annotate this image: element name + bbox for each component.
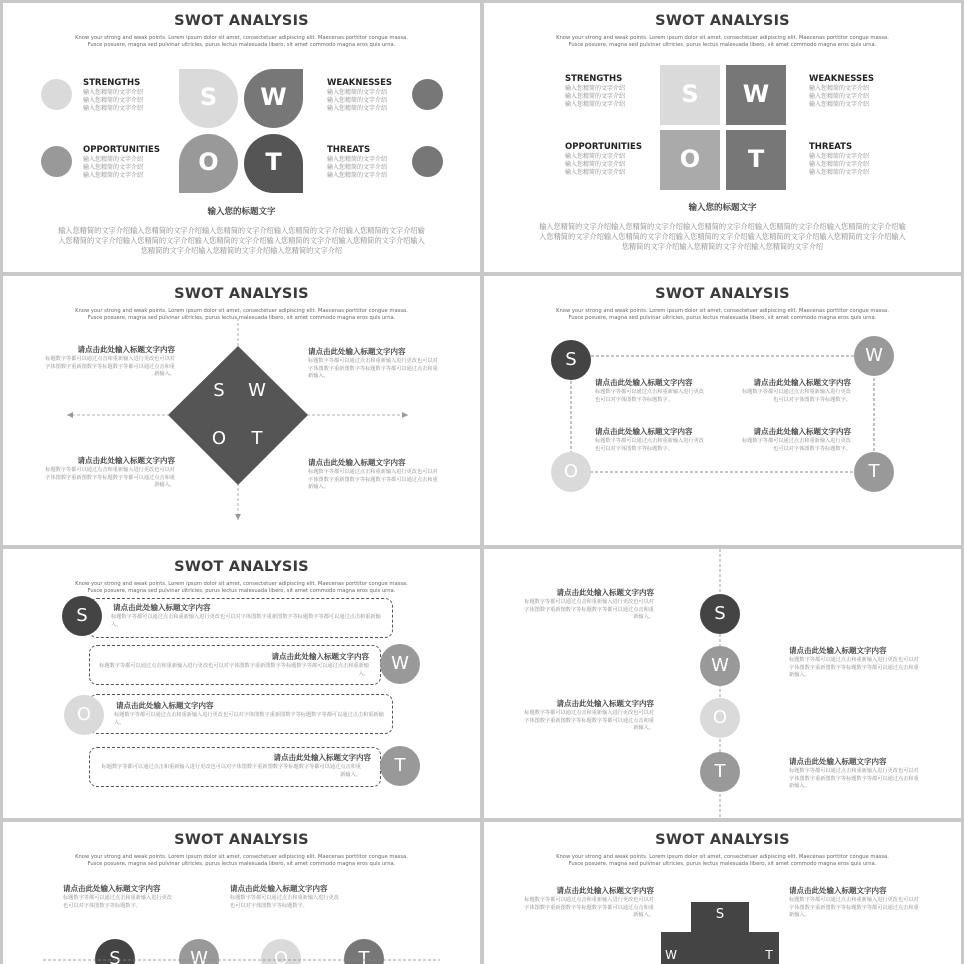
slide-8[interactable] <box>484 822 961 964</box>
strengths-label: STRENGTHS <box>83 78 141 88</box>
item-heading: 请点击此处输入标题文字内容 <box>308 347 406 356</box>
slide-7[interactable] <box>3 822 480 964</box>
item-body: 标题数字等都可以通过点击和重新输入进行更改也可以对字体图数字等标题数字。 <box>742 438 851 452</box>
t-letter: T <box>251 428 263 449</box>
o-letter: O <box>211 428 227 449</box>
center-heading: 输入您的标题文字 <box>688 203 757 213</box>
item-heading: 请点击此处输入标题文字内容 <box>113 603 211 612</box>
center-body: 输入您精简的文字介绍输入您精简的文字介绍输入您精简的文字介绍输入您精简的文字介绍输入您精简的文字介绍输入您精简的文字介绍输入您精简的文字介绍输入您精简的文字介绍输入您精简的文字介绍输入您精简的文字介绍输入您精简的文字介绍输入您精简的文字介绍输入您精简的文字介绍 <box>539 222 906 251</box>
item-heading: 请点击此处输入标题文字内容 <box>116 701 214 710</box>
slide-6[interactable] <box>484 549 961 818</box>
item-heading: 请点击此处输入标题文字内容 <box>753 427 851 436</box>
threats-dot <box>412 146 443 177</box>
t-circle: T <box>344 939 384 964</box>
item-heading: 请点击此处输入标题文字内容 <box>556 588 654 597</box>
threats-label: THREATS <box>809 142 853 152</box>
strengths-dot <box>41 79 72 110</box>
baseline <box>3 822 480 964</box>
slide-subtitle: Know your strong and weak points. Lorem ipsum dolor sit amet, consectetuer adipiscing elit. Maecenas porttitor congue massa. Fusce posuere, magna sed pulvinar ultricies, purus lectus malesuada libero, sit amet commodo magna eros quis urna. <box>75 308 408 321</box>
slide-5[interactable] <box>3 549 480 818</box>
strengths-text: 输入您精简的文字介绍 输入您精简的文字介绍 输入您精简的文字介绍 <box>565 85 626 108</box>
w-step: W T <box>661 932 779 964</box>
item-heading: 请点击此处输入标题文字内容 <box>595 378 693 387</box>
item-heading: 请点击此处输入标题文字内容 <box>63 884 161 893</box>
item-heading: 请点击此处输入标题文字内容 <box>753 378 851 387</box>
threats-text: 输入您精简的文字介绍 输入您精简的文字介绍 输入您精简的文字介绍 <box>327 156 388 179</box>
threats-label: THREATS <box>327 145 371 155</box>
item-heading: 请点击此处输入标题文字内容 <box>271 652 369 661</box>
item-heading: 请点击此处输入标题文字内容 <box>230 884 328 893</box>
slide-title: SWOT ANALYSIS <box>174 832 309 848</box>
w-letter: W <box>248 380 266 401</box>
weaknesses-text: 输入您精简的文字介绍 输入您精简的文字介绍 输入您精简的文字介绍 <box>809 85 870 108</box>
item-heading: 请点击此处输入标题文字内容 <box>273 753 371 762</box>
strengths-text: 输入您精简的文字介绍 输入您精简的文字介绍 输入您精简的文字介绍 <box>83 89 144 112</box>
o-circle: O <box>261 939 301 964</box>
o-circle: O <box>551 452 591 492</box>
s-step: S <box>691 902 749 932</box>
item-body: 标题数字等都可以通过点击和重新输入进行更改也可以对字体图数字等标题数字。 <box>742 389 851 403</box>
item-body: 标题数字等都可以通过点击和重新输入进行更改也可以对字体图数字等标题数字。 <box>595 438 704 452</box>
w-circle: W <box>380 644 420 684</box>
item-body: 标题数字等都可以通过点击和重新输入进行更改也可以对字体图数字等标题数字。 <box>230 895 339 909</box>
s-square: S <box>660 65 720 125</box>
threats-text: 输入您精简的文字介绍 输入您精简的文字介绍 输入您精简的文字介绍 <box>809 153 870 176</box>
slide-subtitle: Know your strong and weak points. Lorem ipsum dolor sit amet, consectetuer adipiscing elit. Maecenas porttitor congue massa. Fusce posuere, magna sed pulvinar ultricies, purus lectus malesuada libero, sit amet commodo magna eros quis urna. <box>75 35 408 48</box>
t-circle: T <box>854 452 894 492</box>
slide-subtitle: Know your strong and weak points. Lorem ipsum dolor sit amet, consectetuer adipiscing elit. Maecenas porttitor congue massa. Fusce posuere, magna sed pulvinar ultricies, purus lectus malesuada libero, sit amet commodo magna eros quis urna. <box>75 854 408 867</box>
item-body: 标题数字等都可以通过点击和重新输入进行更改也可以对字体图数字重新图数字等标题数字等都可以通过点击和重新输入。 <box>101 764 361 778</box>
center-heading: 输入您的标题文字 <box>207 207 276 217</box>
s-letter: S <box>213 380 225 401</box>
slide-subtitle: Know your strong and weak points. Lorem ipsum dolor sit amet, consectetuer adipiscing elit. Maecenas porttitor congue massa. Fusce posuere, magna sed pulvinar ultricies, purus lectus malesuada libero, sit amet commodo magna eros quis urna. <box>556 308 889 321</box>
item-body: 标题数字等都可以通过点击和重新输入进行更改也可以对字体图数字重新图数字等标题数字等都可以通过点击和重新输入。 <box>111 614 381 628</box>
s-circle: S <box>700 594 740 634</box>
item-body: 标题数字等都可以通过点击和重新输入进行更改也可以对字体图数字重新图数字等标题数字等都可以通过点击和重新输入。 <box>789 768 919 789</box>
t-circle: T <box>380 746 420 786</box>
w-petal: W <box>244 69 303 128</box>
slide-subtitle: Know your strong and weak points. Lorem ipsum dolor sit amet, consectetuer adipiscing elit. Maecenas porttitor congue massa. Fusce posuere, magna sed pulvinar ultricies, purus lectus malesuada libero, sit amet commodo magna eros quis urna. <box>556 854 889 867</box>
slide-subtitle: Know your strong and weak points. Lorem ipsum dolor sit amet, consectetuer adipiscing elit. Maecenas porttitor congue massa. Fusce posuere, magna sed pulvinar ultricies, purus lectus malesuada libero, sit amet commodo magna eros quis urna. <box>556 35 889 48</box>
item-heading: 请点击此处输入标题文字内容 <box>556 886 654 895</box>
s-circle: S <box>551 340 591 380</box>
item-heading: 请点击此处输入标题文字内容 <box>789 646 887 655</box>
opportunities-label: OPPORTUNITIES <box>83 145 160 155</box>
slide-4[interactable] <box>484 276 961 545</box>
slide-title: SWOT ANALYSIS <box>174 559 309 575</box>
slide-title: SWOT ANALYSIS <box>655 286 790 302</box>
item-heading: 请点击此处输入标题文字内容 <box>77 345 175 354</box>
slide-3[interactable] <box>3 276 480 545</box>
s-petal: S <box>179 69 238 128</box>
axes <box>3 276 480 545</box>
o-circle: O <box>700 698 740 738</box>
item-body: 标题数字等都可以通过点击和重新输入进行更改也可以对字体图数字重新图数字等标题数字等都可以通过点击和重新输入。 <box>308 469 438 490</box>
opportunities-label: OPPORTUNITIES <box>565 142 642 152</box>
center-body: 输入您精简的文字介绍输入您精简的文字介绍输入您精简的文字介绍输入您精简的文字介绍输入您精简的文字介绍输入您精简的文字介绍输入您精简的文字介绍输入您精简的文字介绍输入您精简的文字介绍输入您精简的文字介绍输入您精简的文字介绍输入您精简的文字介绍输入您精简的文字介绍 <box>58 226 425 255</box>
item-body: 标题数字等都可以通过点击和重新输入进行更改也可以对字体图数字重新图数字等标题数字等都可以通过点击和重新输入。 <box>45 467 175 488</box>
opportunities-text: 输入您精简的文字介绍 输入您精简的文字介绍 输入您精简的文字介绍 <box>565 153 626 176</box>
frame-lines <box>484 276 961 545</box>
w-circle: W <box>700 646 740 686</box>
item-body: 标题数字等都可以通过点击和重新输入进行更改也可以对字体图数字重新图数字等标题数字等都可以通过点击和重新输入。 <box>114 712 384 726</box>
w-square: W <box>726 65 786 125</box>
item-body: 标题数字等都可以通过点击和重新输入进行更改也可以对字体图数字重新图数字等标题数字等都可以通过点击和重新输入。 <box>524 599 654 620</box>
item-body: 标题数字等都可以通过点击和重新输入进行更改也可以对字体图数字等标题数字。 <box>63 895 172 909</box>
item-heading: 请点击此处输入标题文字内容 <box>77 456 175 465</box>
t-square: T <box>726 130 786 190</box>
item-heading: 请点击此处输入标题文字内容 <box>308 458 406 467</box>
weaknesses-label: WEAKNESSES <box>809 74 875 84</box>
slide-2[interactable] <box>484 3 961 272</box>
item-heading: 请点击此处输入标题文字内容 <box>789 757 887 766</box>
item-body: 标题数字等都可以通过点击和重新输入进行更改也可以对字体图数字重新图数字等标题数字等都可以通过点击和重新输入。 <box>524 710 654 731</box>
slide-1[interactable] <box>3 3 480 272</box>
weaknesses-label: WEAKNESSES <box>327 78 393 88</box>
slide-title: SWOT ANALYSIS <box>655 13 790 29</box>
strengths-label: STRENGTHS <box>565 74 623 84</box>
item-body: 标题数字等都可以通过点击和重新输入进行更改也可以对字体图数字重新图数字等标题数字等都可以通过点击和重新输入。 <box>789 897 919 918</box>
slide-title: SWOT ANALYSIS <box>174 286 309 302</box>
weaknesses-text: 输入您精简的文字介绍 输入您精简的文字介绍 输入您精简的文字介绍 <box>327 89 388 112</box>
slide-subtitle: Know your strong and weak points. Lorem ipsum dolor sit amet, consectetuer adipiscing elit. Maecenas porttitor congue massa. Fusce posuere, magna sed pulvinar ultricies, purus lectus malesuada libero, sit amet commodo magna eros quis urna. <box>75 581 408 594</box>
o-square: O <box>660 130 720 190</box>
item-body: 标题数字等都可以通过点击和重新输入进行更改也可以对字体图数字重新图数字等标题数字等都可以通过点击和重新输入。 <box>524 897 654 918</box>
item-body: 标题数字等都可以通过点击和重新输入进行更改也可以对字体图数字重新图数字等标题数字等都可以通过点击和重新输入。 <box>308 358 438 379</box>
o-circle: O <box>64 695 104 735</box>
s-circle: S <box>95 939 135 964</box>
item-heading: 请点击此处输入标题文字内容 <box>595 427 693 436</box>
o-petal: O <box>179 134 238 193</box>
s-circle: S <box>62 596 102 636</box>
t-petal: T <box>244 134 303 193</box>
slide-title: SWOT ANALYSIS <box>174 13 309 29</box>
item-heading: 请点击此处输入标题文字内容 <box>556 699 654 708</box>
item-body: 标题数字等都可以通过点击和重新输入进行更改也可以对字体图数字等标题数字。 <box>595 389 704 403</box>
opportunities-dot <box>41 146 72 177</box>
weaknesses-dot <box>412 79 443 110</box>
opportunities-text: 输入您精简的文字介绍 输入您精简的文字介绍 输入您精简的文字介绍 <box>83 156 144 179</box>
w-circle: W <box>179 939 219 964</box>
item-body: 标题数字等都可以通过点击和重新输入进行更改也可以对字体图数字重新图数字等标题数字等都可以通过点击和重新输入。 <box>99 663 369 677</box>
item-heading: 请点击此处输入标题文字内容 <box>789 886 887 895</box>
t-circle: T <box>700 752 740 792</box>
w-circle: W <box>854 336 894 376</box>
item-body: 标题数字等都可以通过点击和重新输入进行更改也可以对字体图数字重新图数字等标题数字等都可以通过点击和重新输入。 <box>789 657 919 678</box>
slide-title: SWOT ANALYSIS <box>655 832 790 848</box>
item-body: 标题数字等都可以通过点击和重新输入进行更改也可以对字体图数字重新图数字等标题数字等都可以通过点击和重新输入。 <box>45 356 175 377</box>
